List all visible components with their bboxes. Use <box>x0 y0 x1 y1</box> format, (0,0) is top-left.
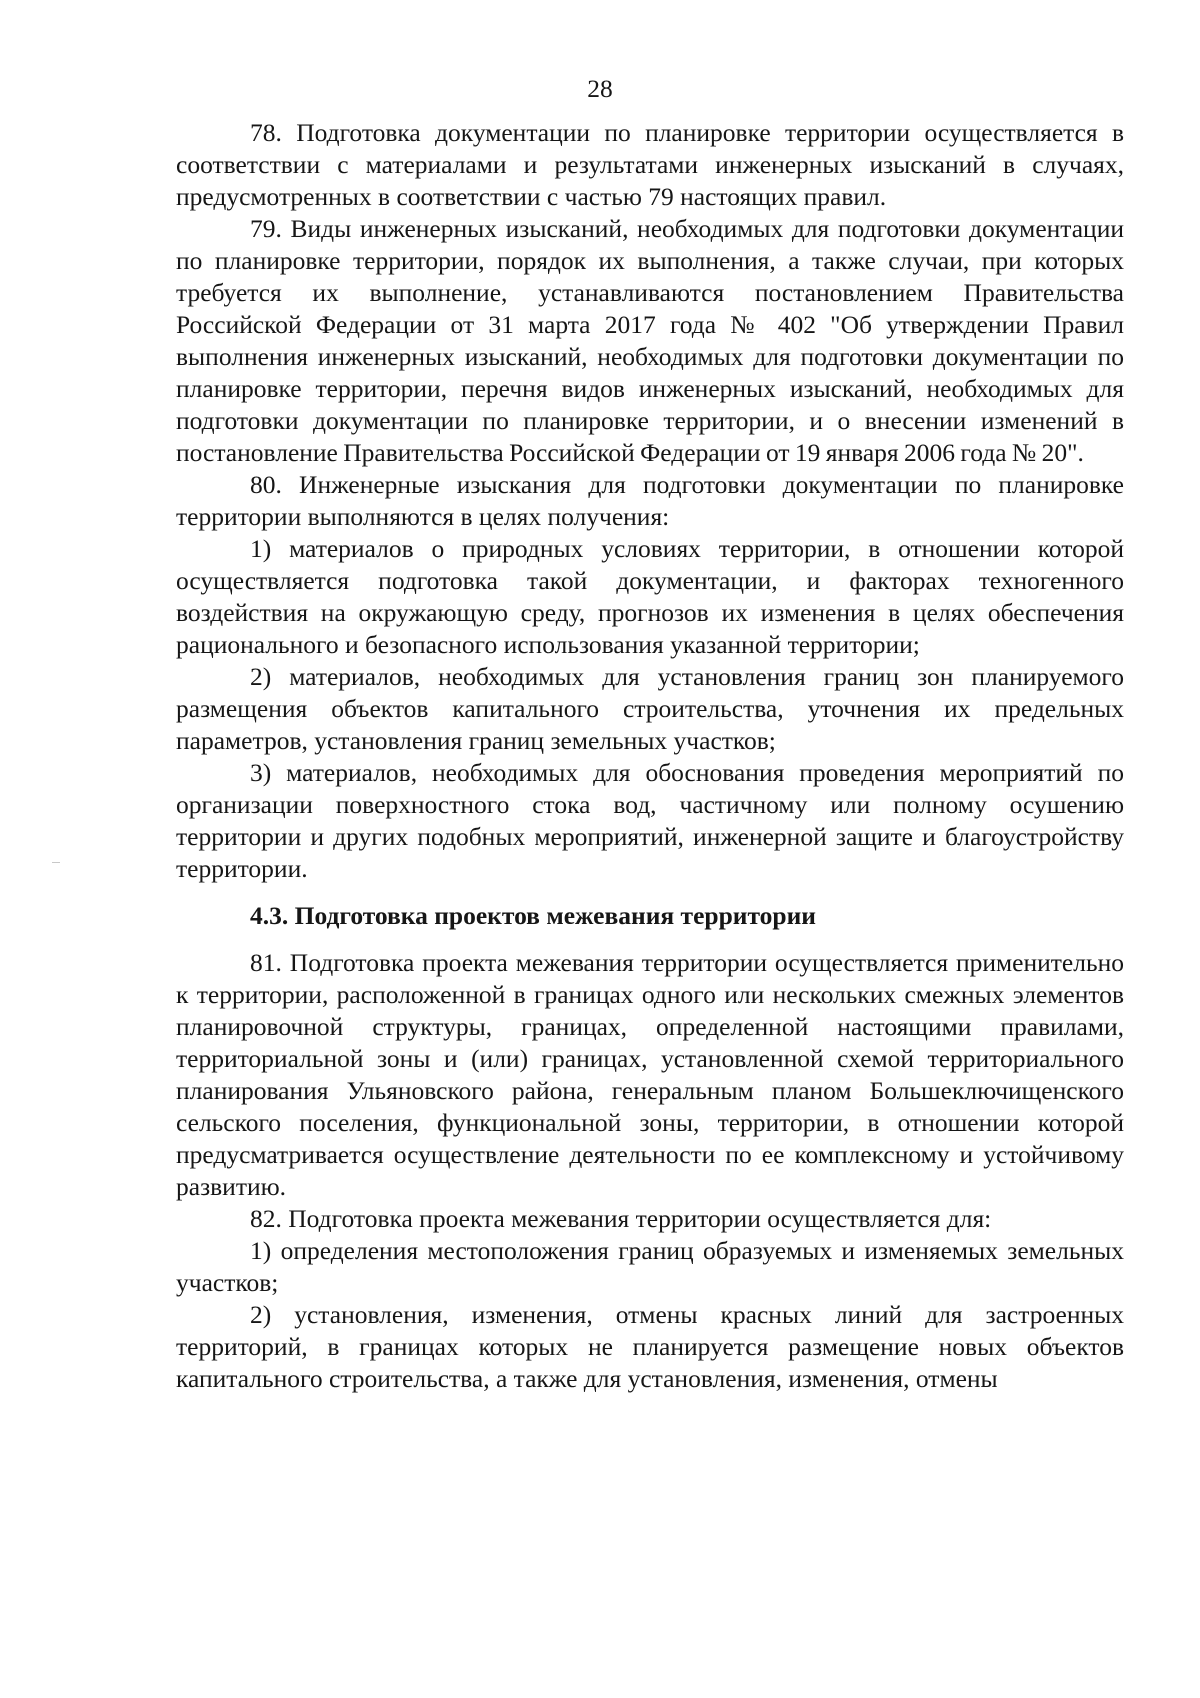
paragraph-79: 79. Виды инженерных изысканий, необходимых для подготовки документации по планировке территории, порядок их выполнения, а также случаи, при которых требуется их выполнение, устанавливаются постановлением Правительства Российской Федерации от 31 марта 2017 года № 402 "Об утверждении Правил выполнения инженерных изысканий, необходимых для подготовки документации по планировке территории, перечня видов инженерных изысканий, необходимых для подготовки документации по планировке территории, и о внесении изменений в постановление Правительства Российской Федерации от 19 января 2006 года № 20". <box>176 214 1124 467</box>
list-item-82-1: 1) определения местоположения границ образуемых и изменяемых земельных участков; <box>176 1236 1124 1297</box>
document-body <box>176 117 1124 1395</box>
paragraph-78: 78. Подготовка документации по планировке территории осуществляется в соответствии с материалами и результатами инженерных изысканий в случаях, предусмотренных в соответствии с частью 79 настоящих правил. <box>176 118 1124 211</box>
list-item-80-2: 2) материалов, необходимых для установления границ зон планируемого размещения объектов капитального строительства, уточнения их предельных параметров, установления границ земельных участков; <box>176 662 1124 755</box>
page-number: 28 <box>587 74 613 103</box>
list-item-82-2: 2) установления, изменения, отмены красных линий для застроенных территорий, в границах которых не планируется размещение новых объектов капитального строительства, а также для установления, изменения, отмены <box>176 1300 1124 1393</box>
section-heading: 4.3. Подготовка проектов межевания территории <box>250 901 816 930</box>
paragraph-82: 82. Подготовка проекта межевания территории осуществляется для: <box>250 1204 992 1233</box>
paragraph-80: 80. Инженерные изыскания для подготовки документации по планировке территории выполняются в целях получения: <box>176 470 1124 531</box>
list-item-80-3: 3) материалов, необходимых для обоснования проведения мероприятий по организации поверхностного стока вод, частичному или полному осушению территории и других подобных мероприятий, инженерной защите и благоустройству территории. <box>176 758 1124 883</box>
margin-mark <box>52 862 60 863</box>
paragraph-81: 81. Подготовка проекта межевания территории осуществляется применительно к территории, расположенной в границах одного или нескольких смежных элементов планировочной структуры, границах, определенной настоящими правилами, территориальной зоны и (или) границах, установленной схемой территориального планирования Ульяновского района, генеральным планом Большеключищенского сельского поселения, функциональной зоны, территории, в отношении которой предусматривается осуществление деятельности по ее комплексному и устойчивому развитию. <box>176 948 1124 1201</box>
list-item-80-1: 1) материалов о природных условиях территории, в отношении которой осуществляется подготовка такой документации, и факторах техногенного воздействия на окружающую среду, прогнозов их изменения в целях обеспечения рационального и безопасного использования указанной территории; <box>176 534 1124 659</box>
